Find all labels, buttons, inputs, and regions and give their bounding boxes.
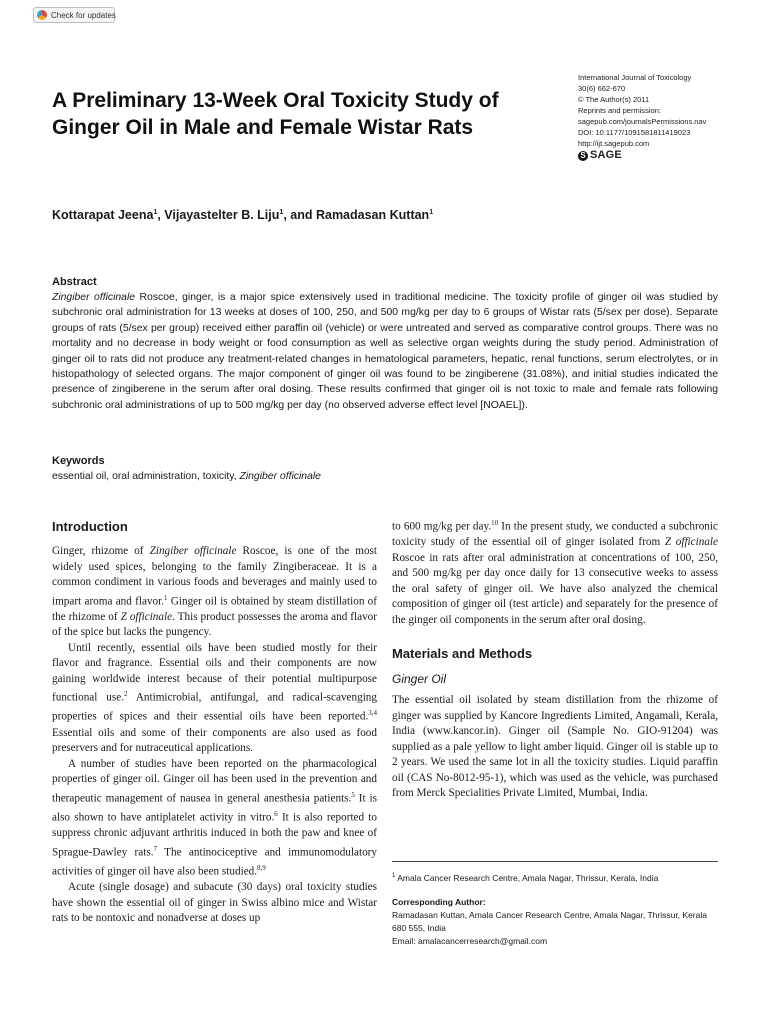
keywords-species: Zingiber officinale <box>239 471 321 482</box>
citation-ref[interactable]: 8,9 <box>257 863 266 872</box>
corresponding-author-address: Ramadasan Kuttan, Amala Cancer Research Centre, Amala Nagar, Thrissur, Kerala 680 555, India <box>392 910 707 933</box>
citation-ref[interactable]: 6 <box>274 809 278 818</box>
citation-ref[interactable]: 7 <box>153 844 157 853</box>
intro-paragraph-2 <box>52 641 377 757</box>
species-name: Z officinale <box>664 536 719 549</box>
publisher-name: SAGE <box>590 149 622 161</box>
check-updates-label: Check for updates <box>51 10 116 20</box>
intro-paragraph-4: Acute (single dosage) and subacute (30 days) oral toxicity studies have shown the essential oil of ginger in Swiss albino mice and Wistar rats to be nontoxic and nonadverse at doses up <box>52 881 377 925</box>
affiliation-marker: 1 <box>153 208 158 216</box>
text-run: Until recently, essential oils have been studied mostly for their flavor and fragrance. Essential oils and their components are now gaining worldwide interest because of their potential multipurpose functional use. <box>52 641 377 704</box>
methods-heading: Materials and Methods <box>392 646 533 662</box>
author-name: Ramadasan Kuttan <box>315 208 430 222</box>
author-name: Kottarapat Jeena <box>52 208 154 222</box>
author-name: Vijayastelter B. Liju <box>164 208 280 222</box>
journal-permissions-link[interactable]: sagepub.com/journalsPermissions.nav <box>578 117 707 126</box>
text-run: In the present study, we conducted a subchronic toxicity study of the essential oil of ginger isolated from <box>392 520 718 549</box>
text-run: Antimicrobial, antifungal, and radical-scavenging properties of spices and their essential oils have been reported. <box>52 691 377 724</box>
text-run: The antinociceptive and immunomodulatory activities of ginger oil have also been studied. <box>52 846 377 878</box>
text-run: Essential oils and some of their components are also used as food preservers and for nutraceutical applications. <box>52 726 377 755</box>
species-name: Zingiber officinale <box>52 292 136 303</box>
text-run: to 600 mg/kg per day. <box>392 520 492 533</box>
methods-paragraph-1: The essential oil isolated by steam distillation from the rhizome of ginger was supplied by Kancore Ingredients Limited, Angamali, Kerala, India (www.kancor.in). Ginger oil (Sample No. GIO-91204) was supplied as a pale yellow to light amber liquid. Ginger oil is stable up to 2 years. We used the same lot in all the toxicity studies. Liquid paraffin oil (CAS No-8012-95-1), which was used as the vehicle, was purchased from Merck Specialities Private Limited, Mumbai, India. <box>392 694 718 800</box>
check-for-updates-badge[interactable] <box>33 7 115 23</box>
journal-name: International Journal of Toxicology <box>578 73 692 82</box>
article-title: A Preliminary 13-Week Oral Toxicity Study of Ginger Oil in Male and Female Wistar Rats <box>52 89 499 139</box>
section-spacer <box>392 628 718 645</box>
keywords-text <box>52 471 321 482</box>
check-updates-icon <box>37 10 47 20</box>
footnote-text: Amala Cancer Research Centre, Amala Nagar, Thrissur, Kerala, India <box>395 872 659 883</box>
publisher-logo <box>578 150 758 161</box>
citation-ref[interactable]: 1 <box>164 593 168 602</box>
left-column <box>52 518 377 927</box>
text-run: A number of studies have been reported on the pharmacological properties of ginger oil. Ginger oil has been used in the prevention and therapeutic management of nausea in general anesthesia patients. <box>52 757 377 805</box>
text-run: It is also reported to suppress chronic adjuvant arthritis induced in both the paw and knee of Sprague-Dawley rats. <box>52 811 378 859</box>
author-separator: , and <box>283 208 316 222</box>
citation-ref[interactable]: 3,4 <box>368 709 377 718</box>
introduction-heading: Introduction <box>52 519 128 534</box>
corresponding-author-heading: Corresponding Author: <box>392 897 486 907</box>
author-separator: , <box>157 208 165 222</box>
text-run: . This product possesses the aroma and flavor of the spice but lacks the pungency. <box>52 610 377 639</box>
text-run: Ginger oil is obtained by steam distillation of the rhizome of <box>52 595 377 623</box>
text-run: Roscoe in rats after oral administration at concentrations of 100, 250, and 500 mg/kg per day once daily for 13 consecutive weeks to assess the oral safety of ginger oil. We have also analyzed the chemical composition of ginger oil (test article) and separately for the presence of the ginger oil components in the serum after oral dosing. <box>392 551 718 626</box>
keywords-heading: Keywords <box>52 455 105 467</box>
abstract-heading: Abstract <box>52 276 97 288</box>
intro-paragraph-5 <box>392 516 718 628</box>
intro-paragraph-3 <box>52 757 377 880</box>
abstract-text <box>52 290 718 413</box>
right-column <box>392 516 718 802</box>
journal-info <box>578 72 758 161</box>
journal-volume: 30(6) 662-670 <box>578 84 626 93</box>
affiliation-footnote <box>392 870 718 885</box>
journal-url[interactable]: http://ijt.sagepub.com <box>578 139 650 148</box>
citation-ref[interactable]: 5 <box>351 790 355 799</box>
footnote-marker: 1 <box>392 873 396 879</box>
sage-icon: S <box>578 151 588 161</box>
text-run: Roscoe, is one of the most widely used spices, belonging to the family Zingiberaceae. It is a common condiment in various foods and beverages and mainly used to impart aroma and flavor. <box>52 545 378 608</box>
author-list <box>52 208 433 222</box>
keywords-list: essential oil, oral administration, toxicity, <box>52 471 240 482</box>
citation-ref[interactable]: 2 <box>124 690 128 699</box>
ginger-oil-subheading: Ginger Oil <box>392 672 447 687</box>
abstract-body-text: Roscoe, ginger, is a major spice extensively used in traditional medicine. The toxicity profile of ginger oil was studied by subchronic oral administration for 13 weeks at doses of 100, 250, and 500 mg/kg per day to 6 groups of Wistar rats (5/sex per dose). Separate groups of rats (5/sex per group) received either paraffin oil (vehicle) or were untreated and served as comparative control groups. There was no mortality and no decrease in body weight or food consumption as well as selective organ weights during the study period. Administration of ginger oil to rats did not produce any treatment-related changes in hematological parameters, hepatic, renal functions, serum electrolytes, or in histopathology of selected organs. The major component of ginger oil was found to be zingiberene (31.08%), and initial studies indicated the presence of zingiberene in the serum after oral dosing. These results confirmed that ginger oil is not toxic to male and female rats following subchronic oral administrations of up to 500 mg/kg per day (no observed adverse effect level [NOAEL]). <box>52 292 718 411</box>
footnote-divider <box>392 861 718 862</box>
species-name: Zingiber officinale <box>149 545 237 557</box>
journal-doi[interactable]: DOI: 10.1177/1091581811419023 <box>578 128 691 137</box>
affiliation-marker: 1 <box>279 208 284 216</box>
citation-ref[interactable]: 10 <box>491 519 499 527</box>
corresponding-author <box>392 896 718 948</box>
affiliation-marker: 1 <box>429 208 434 216</box>
corresponding-author-email[interactable]: Email: amalacancerresearch@gmail.com <box>392 936 548 946</box>
text-run: Ginger, rhizome of <box>52 545 150 557</box>
journal-reprints: Reprints and permission: <box>578 106 661 115</box>
text-run: It is also shown to have antiplatelet activity in vitro. <box>52 792 378 824</box>
species-name: Z officinale <box>120 610 173 623</box>
intro-paragraph-1 <box>52 544 377 641</box>
journal-copyright: © The Author(s) 2011 <box>578 95 650 104</box>
